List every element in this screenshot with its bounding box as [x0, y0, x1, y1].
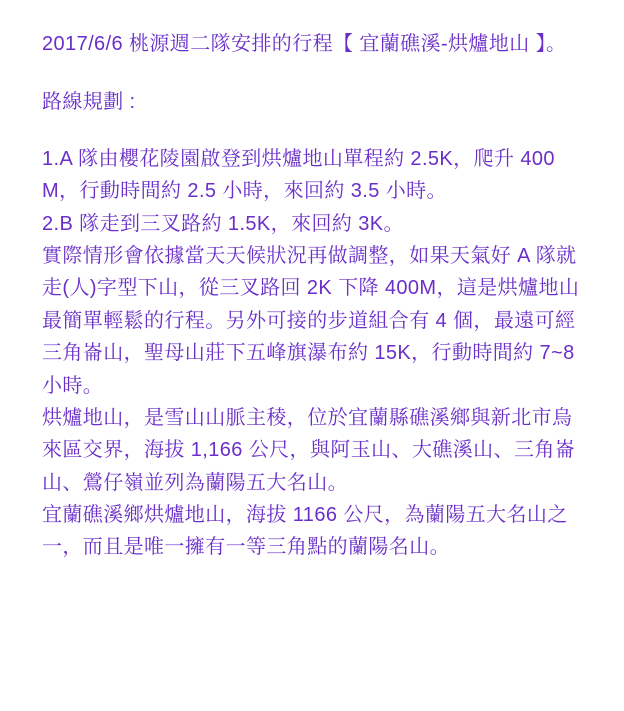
paragraph-3: 實際情形會依據當天天候狀況再做調整，如果天氣好 A 隊就走(人)字型下山，從三叉路回 2K 下降 400M，這是烘爐地山最簡單輕鬆的行程。另外可接的步道組合有 4 個，最遠可經三角崙山，聖母山莊下五峰旗瀑布約 15K，行動時間約 7~8 小時。	[42, 244, 580, 397]
paragraph-1: 1.A 隊由櫻花陵園啟登到烘爐地山單程約 2.5K，爬升 400M，行動時間約 2.5 小時，來回約 3.5 小時。	[42, 147, 555, 203]
route-plan-body	[42, 143, 584, 564]
document-title: 2017/6/6 桃源週二隊安排的行程【 宜蘭礁溪-烘爐地山 】。	[42, 33, 567, 55]
paragraph-2: 2.B 隊走到三叉路約 1.5K，來回約 3K。	[42, 212, 404, 235]
paragraph-5: 宜蘭礁溪鄉烘爐地山，海拔 1166 公尺，為蘭陽五大名山之一，而且是唯一擁有一等三角點的蘭陽名山。	[42, 504, 568, 559]
paragraph-4: 烘爐地山，是雪山山脈主稜，位於宜蘭縣礁溪鄉與新北市烏來區交界，海拔 1,166 公尺，與阿玉山、大礁溪山、三角崙山、鶯仔嶺並列為蘭陽五大名山。	[42, 406, 576, 494]
route-plan-label: 路線規劃 :	[42, 91, 136, 114]
